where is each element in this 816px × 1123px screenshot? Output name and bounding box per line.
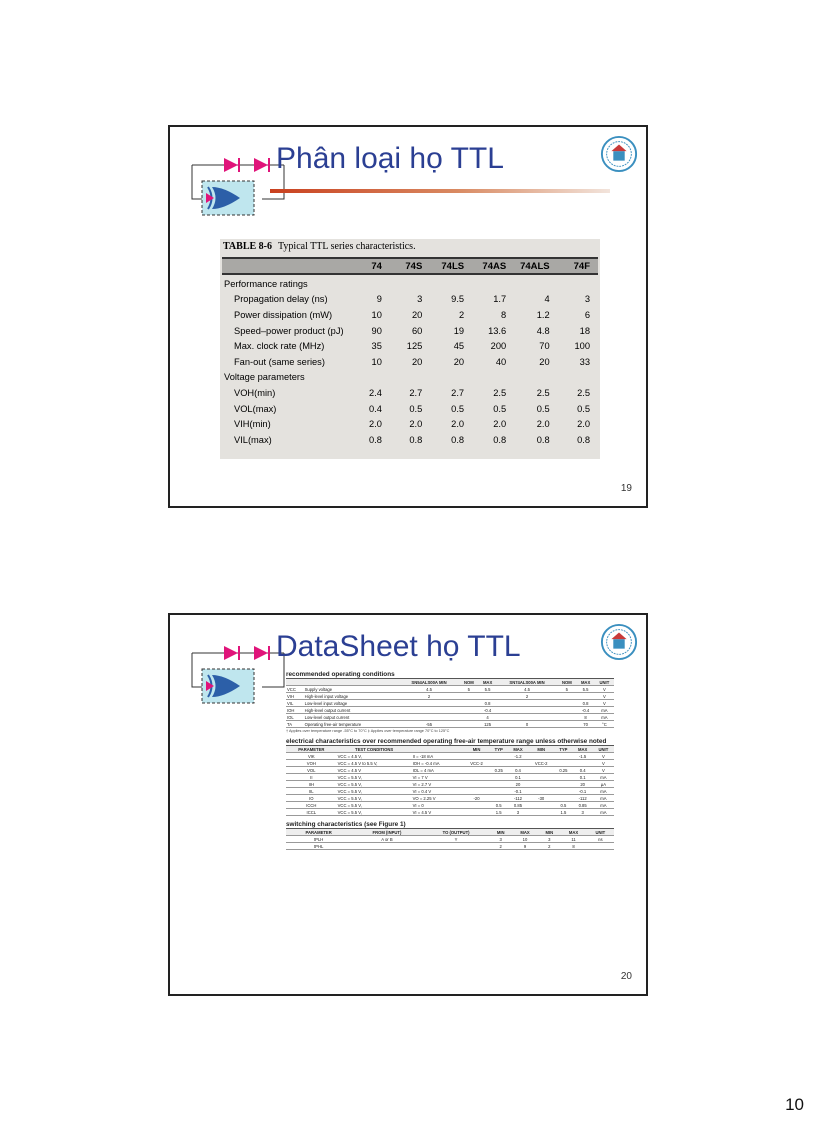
slide-20 bbox=[168, 613, 648, 996]
title-underline bbox=[270, 189, 610, 193]
ttl-table-image bbox=[220, 239, 600, 459]
slide-title: Phân loại họ TTL bbox=[276, 142, 504, 175]
section-row: Performance ratings bbox=[224, 278, 308, 289]
page-number: 10 bbox=[785, 1095, 804, 1114]
table-row: VIK VCC = 4.5 V, II = -18 mA -1.2 -1.5 V bbox=[286, 753, 614, 760]
university-emblem-icon bbox=[600, 135, 638, 173]
datasheet-image bbox=[286, 671, 614, 850]
table-row: TA Operating free-air temperature -55 125 0 70 °C bbox=[286, 721, 614, 728]
section-row: Voltage parameters bbox=[224, 372, 305, 383]
table-header-row: SN54ALS00A MIN NOM MAX SN74ALS00A MIN NOM MAX UNIT bbox=[286, 679, 614, 686]
table-row: ICCL VCC = 5.5 V, VI = 4.5 V 1.5 3 1.5 3 mA bbox=[286, 809, 614, 816]
table-row: VIL(max) 0.8 0.8 0.8 0.8 0.8 0.8 bbox=[234, 434, 590, 445]
section-heading: switching characteristics (see Figure 1) bbox=[286, 821, 406, 828]
slide-number: 20 bbox=[620, 971, 632, 982]
switching-characteristics-table bbox=[286, 828, 614, 850]
table-row: VIH(min) 2.0 2.0 2.0 2.0 2.0 2.0 bbox=[234, 419, 590, 430]
table-row: tPLH A or B Y 3 10 3 11 ns bbox=[286, 836, 614, 843]
table-row: II VCC = 5.5 V, VI = 7 V 0.1 0.1 mA bbox=[286, 774, 614, 781]
table-header-row: PARAMETER FROM (INPUT) TO (OUTPUT) MIN MAX MIN MAX UNIT bbox=[286, 829, 614, 836]
slide-number: 19 bbox=[620, 483, 632, 494]
table-footnote: † Applies over temperature range -55°C to 70°C ‡ Applies over temperature range 70°C to 125°C bbox=[286, 729, 450, 733]
slide-19 bbox=[168, 125, 648, 508]
section-heading: recommended operating conditions bbox=[286, 671, 395, 678]
operating-conditions-table bbox=[286, 678, 614, 728]
table-header-row: 74 74S 74LS 74AS 74ALS 74F bbox=[371, 260, 590, 272]
section-heading: electrical characteristics over recommended operating free-air temperature range unless otherwise noted bbox=[286, 738, 607, 745]
table-row: VIL Low-level input voltage 0.8 0.8 V bbox=[286, 700, 614, 707]
table-row: VOH VCC = 4.5 V to 5.5 V, IOH = -0.4 mA VCC-2 VCC-2 V bbox=[286, 760, 614, 767]
table-row: VOL VCC = 4.5 V IOL = 4 mA 0.25 0.4 0.25 0.4 V bbox=[286, 767, 614, 774]
table-row: ICCH VCC = 5.5 V, VI = 0 0.5 0.85 0.5 0.85 mA bbox=[286, 802, 614, 809]
table-row: IOH High-level output current -0.4 -0.4 mA bbox=[286, 707, 614, 714]
table-row: Fan-out (same series) 10 20 20 40 20 33 bbox=[234, 356, 590, 367]
table-row: IIL VCC = 5.5 V, VI = 0.4 V -0.1 -0.1 mA bbox=[286, 788, 614, 795]
ttl-characteristics-table bbox=[224, 259, 596, 448]
table-row: IO VCC = 5.5 V, VO = 2.25 V -20 -112 -30 -112 mA bbox=[286, 795, 614, 802]
table-header-row: PARAMETER TEST CONDITIONS MIN TYP MAX MIN TYP MAX UNIT bbox=[286, 746, 614, 753]
table-row: Propagation delay (ns) 9 3 9.5 1.7 4 3 bbox=[234, 294, 590, 305]
table-row: VOH(min) 2.4 2.7 2.7 2.5 2.5 2.5 bbox=[234, 387, 590, 398]
table-row: VOL(max) 0.4 0.5 0.5 0.5 0.5 0.5 bbox=[234, 403, 590, 414]
table-row: tPHL 2 9 2 8 bbox=[286, 843, 614, 850]
table-row: Power dissipation (mW) 10 20 2 8 1.2 6 bbox=[234, 309, 590, 320]
table-row: VCC Supply voltage 4.5 5 5.5 4.5 5 5.5 V bbox=[286, 686, 614, 693]
table-caption: TABLE 8-6 Typical TTL series characteristics. bbox=[223, 241, 416, 252]
table-row: IOL Low-level output current 4 8 mA bbox=[286, 714, 614, 721]
slide-title: DataSheet họ TTL bbox=[276, 630, 521, 663]
university-emblem-icon bbox=[600, 623, 638, 661]
table-row: VIH High-level input voltage 2 2 V bbox=[286, 693, 614, 700]
table-row: IIH VCC = 5.5 V, VI = 2.7 V 20 20 µA bbox=[286, 781, 614, 788]
electrical-characteristics-table bbox=[286, 745, 614, 816]
table-row: Max. clock rate (MHz) 35 125 45 200 70 100 bbox=[234, 341, 590, 352]
table-row: Speed–power product (pJ) 90 60 19 13.6 4.8 18 bbox=[234, 325, 590, 336]
